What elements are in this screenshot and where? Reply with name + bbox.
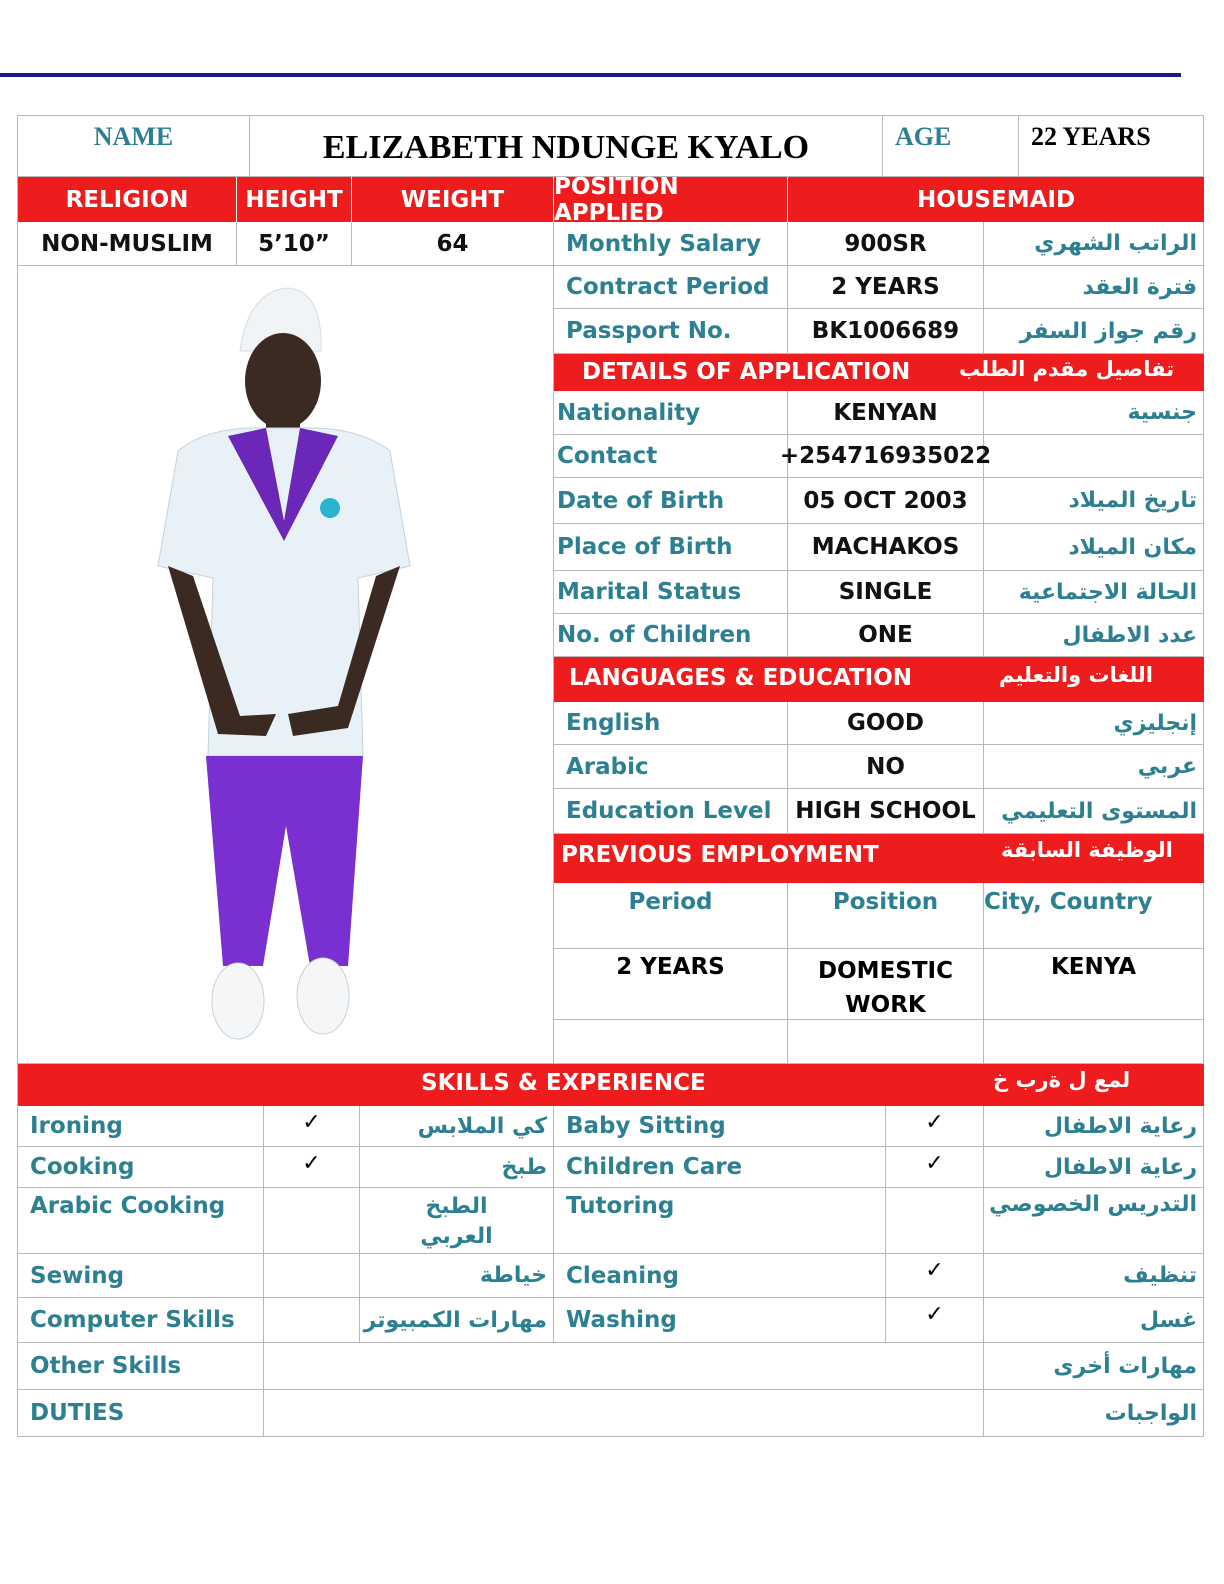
passport-ar: رقم جواز السفر <box>984 309 1204 354</box>
skill-sewing-check <box>264 1254 360 1298</box>
other-skills-value <box>264 1343 984 1390</box>
photo-cell <box>18 266 554 1064</box>
details-title-ar: تفاصيل مقدم الطلب <box>959 357 1175 381</box>
age-label: AGE <box>883 116 1019 177</box>
marital-status-label: Marital Status <box>554 571 788 614</box>
employment-empty-1 <box>554 1020 788 1064</box>
skills-title: SKILLS & EXPERIENCE <box>421 1070 706 1096</box>
duties-ar: الواجبات <box>984 1390 1204 1437</box>
name-value: ELIZABETH NDUNGE KYALO <box>250 116 883 177</box>
employment-position: DOMESTIC WORK <box>788 949 984 1020</box>
monthly-salary-value: 900SR <box>788 222 984 266</box>
age-value: 22 YEARS <box>1019 116 1204 177</box>
children-ar: عدد الاطفال <box>984 614 1204 657</box>
english-label: English <box>554 702 788 745</box>
position-header: Position <box>788 883 984 949</box>
skill-arabic-cooking-label: Arabic Cooking <box>18 1188 264 1254</box>
skill-tutoring-label: Tutoring <box>554 1188 886 1254</box>
employment-title: PREVIOUS EMPLOYMENT <box>561 842 879 868</box>
other-skills-label: Other Skills <box>18 1343 264 1390</box>
contact-value: +254716935022 <box>788 435 984 478</box>
top-rule <box>0 73 1181 77</box>
skill-washing-label: Washing <box>554 1298 886 1343</box>
languages-bar <box>554 657 1204 702</box>
religion-header: RELIGION <box>18 177 237 222</box>
pob-value: MACHAKOS <box>788 524 984 571</box>
position-value: HOUSEMAID <box>788 177 1204 222</box>
skill-cleaning-ar: تنظيف <box>984 1254 1204 1298</box>
skill-ironing-ar: كي الملابس <box>360 1106 554 1147</box>
dob-ar: تاريخ الميلاد <box>984 478 1204 524</box>
skill-cleaning-label: Cleaning <box>554 1254 886 1298</box>
duties-value <box>264 1390 984 1437</box>
employment-empty-3 <box>984 1020 1204 1064</box>
monthly-salary-label: Monthly Salary <box>554 222 788 266</box>
contract-period-label: Contract Period <box>554 266 788 309</box>
skill-sewing-ar: خياطة <box>360 1254 554 1298</box>
skill-washing-ar: غسل <box>984 1298 1204 1343</box>
skills-title-ar: لمع ل ةرب خ <box>993 1068 1131 1092</box>
education-ar: المستوى التعليمي <box>984 789 1204 834</box>
education-label: Education Level <box>554 789 788 834</box>
skill-childrencare-check: ✓ <box>886 1147 984 1188</box>
skill-babysitting-ar: رعاية الاطفال <box>984 1106 1204 1147</box>
employment-bar <box>554 834 1204 883</box>
passport-label: Passport No. <box>554 309 788 354</box>
contact-ar <box>984 435 1204 478</box>
position-applied-header: POSITION APPLIED <box>554 177 788 222</box>
city-header: City, Country <box>984 883 1204 949</box>
skill-arabic-cooking-check <box>264 1188 360 1254</box>
pob-label: Place of Birth <box>554 524 788 571</box>
skill-computer-ar: مهارات الكمبيوتر <box>360 1298 554 1343</box>
english-ar: إنجليزي <box>984 702 1204 745</box>
details-title: DETAILS OF APPLICATION <box>582 359 911 385</box>
skill-babysitting-check: ✓ <box>886 1106 984 1147</box>
skill-cooking-label: Cooking <box>18 1147 264 1188</box>
religion-value: NON-MUSLIM <box>18 222 237 266</box>
other-skills-ar: مهارات أخرى <box>984 1343 1204 1390</box>
dob-value: 05 OCT 2003 <box>788 478 984 524</box>
skill-cooking-ar: طبخ <box>360 1147 554 1188</box>
skill-computer-label: Computer Skills <box>18 1298 264 1343</box>
english-value: GOOD <box>788 702 984 745</box>
cv-form <box>17 115 1204 1437</box>
marital-status-ar: الحالة الاجتماعية <box>984 571 1204 614</box>
duties-label: DUTIES <box>18 1390 264 1437</box>
skill-arabic-cooking-ar: الطبخ العربي <box>360 1188 554 1254</box>
arabic-value: NO <box>788 745 984 789</box>
details-bar <box>554 354 1204 391</box>
monthly-salary-ar: الراتب الشهري <box>984 222 1204 266</box>
dob-label: Date of Birth <box>554 478 788 524</box>
name-label: NAME <box>18 116 250 177</box>
employment-empty-2 <box>788 1020 984 1064</box>
employment-title-ar: الوظيفة السابقة <box>1001 838 1173 862</box>
weight-value: 64 <box>352 222 554 266</box>
skill-ironing-label: Ironing <box>18 1106 264 1147</box>
skill-computer-check <box>264 1298 360 1343</box>
languages-title-ar: اللغات والتعليم <box>999 663 1153 687</box>
languages-title: LANGUAGES & EDUCATION <box>569 665 913 691</box>
contract-period-ar: فترة العقد <box>984 266 1204 309</box>
skills-bar <box>18 1064 1204 1106</box>
skill-tutoring-ar: التدريس الخصوصي <box>984 1188 1204 1254</box>
height-value: 5’10” <box>237 222 352 266</box>
employment-period: 2 YEARS <box>554 949 788 1020</box>
weight-header: WEIGHT <box>352 177 554 222</box>
skill-childrencare-ar: رعاية الاطفال <box>984 1147 1204 1188</box>
skill-sewing-label: Sewing <box>18 1254 264 1298</box>
skill-babysitting-label: Baby Sitting <box>554 1106 886 1147</box>
skill-tutoring-check <box>886 1188 984 1254</box>
nationality-label: Nationality <box>554 391 788 435</box>
education-value: HIGH SCHOOL <box>788 789 984 834</box>
pob-ar: مكان الميلاد <box>984 524 1204 571</box>
skill-washing-check: ✓ <box>886 1298 984 1343</box>
applicant-photo <box>18 266 553 1063</box>
skill-cooking-check: ✓ <box>264 1147 360 1188</box>
arabic-ar: عربي <box>984 745 1204 789</box>
period-header: Period <box>554 883 788 949</box>
skill-cleaning-check: ✓ <box>886 1254 984 1298</box>
nationality-ar: جنسية <box>984 391 1204 435</box>
children-value: ONE <box>788 614 984 657</box>
height-header: HEIGHT <box>237 177 352 222</box>
passport-value: BK1006689 <box>788 309 984 354</box>
nationality-value: KENYAN <box>788 391 984 435</box>
children-label: No. of Children <box>554 614 788 657</box>
skill-childrencare-label: Children Care <box>554 1147 886 1188</box>
contact-label: Contact <box>554 435 788 478</box>
employment-city: KENYA <box>984 949 1204 1020</box>
arabic-label: Arabic <box>554 745 788 789</box>
contract-period-value: 2 YEARS <box>788 266 984 309</box>
marital-status-value: SINGLE <box>788 571 984 614</box>
skill-ironing-check: ✓ <box>264 1106 360 1147</box>
